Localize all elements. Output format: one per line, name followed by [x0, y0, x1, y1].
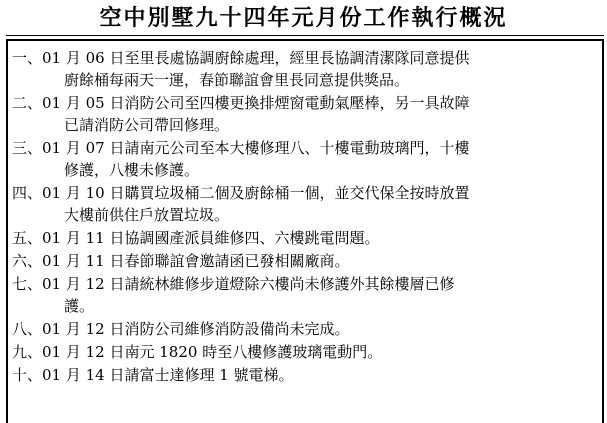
item-line-1: 一、01 月 06 日至里長處協調廚餘處理，經里長協調清潔隊同意提供	[12, 49, 470, 67]
list-item	[12, 273, 602, 317]
item-line-1: 三、01 月 07 日請南元公司至本大樓修理八、十樓電動玻璃門，十樓	[12, 139, 470, 157]
list-item	[12, 137, 602, 181]
list-item	[12, 47, 602, 91]
page-title: 空中別墅九十四年元月份工作執行概況	[99, 5, 508, 31]
item-line-2: 已請消防公司帶回修理。	[64, 116, 230, 134]
list-item	[12, 341, 602, 363]
item-line-1: 六、01 月 11 日春節聯誼會邀請函已發相關廠商。	[12, 252, 350, 270]
list-item	[12, 182, 602, 226]
item-line-1: 九、01 月 12 日南元 1820 時至八樓修護玻璃電動門。	[12, 343, 383, 361]
item-line-2: 大樓前供住戶放置垃圾。	[64, 206, 230, 224]
list-item	[12, 227, 602, 249]
report-box	[6, 39, 604, 423]
item-line-1: 二、01 月 05 日消防公司至四樓更換排煙窗電動氣壓棒，另一具故障	[12, 94, 470, 112]
item-line-2: 廚餘桶每兩天一運，春節聯誼會里長同意提供獎品。	[64, 71, 410, 89]
item-line-1: 四、01 月 10 日購買垃圾桶二個及廚餘桶一個，並交代保全按時放置	[12, 184, 470, 202]
item-line-1: 八、01 月 12 日消防公司維修消防設備尚未完成。	[12, 320, 350, 338]
list-item	[12, 92, 602, 136]
item-line-2: 修護，八樓未修護。	[64, 161, 200, 179]
list-item	[12, 364, 602, 386]
item-line-1: 十、01 月 14 日請富士達修理 1 號電梯。	[12, 366, 294, 384]
item-line-1: 七、01 月 12 日請統林維修步道燈除六樓尚未修護外其餘樓層已修	[12, 275, 455, 293]
item-line-1: 五、01 月 11 日協調國產派員維修四、六樓跳電問題。	[12, 229, 380, 247]
work-items-list	[12, 47, 602, 387]
list-item	[12, 318, 602, 340]
list-item	[12, 250, 602, 272]
item-line-2: 護。	[64, 297, 95, 315]
